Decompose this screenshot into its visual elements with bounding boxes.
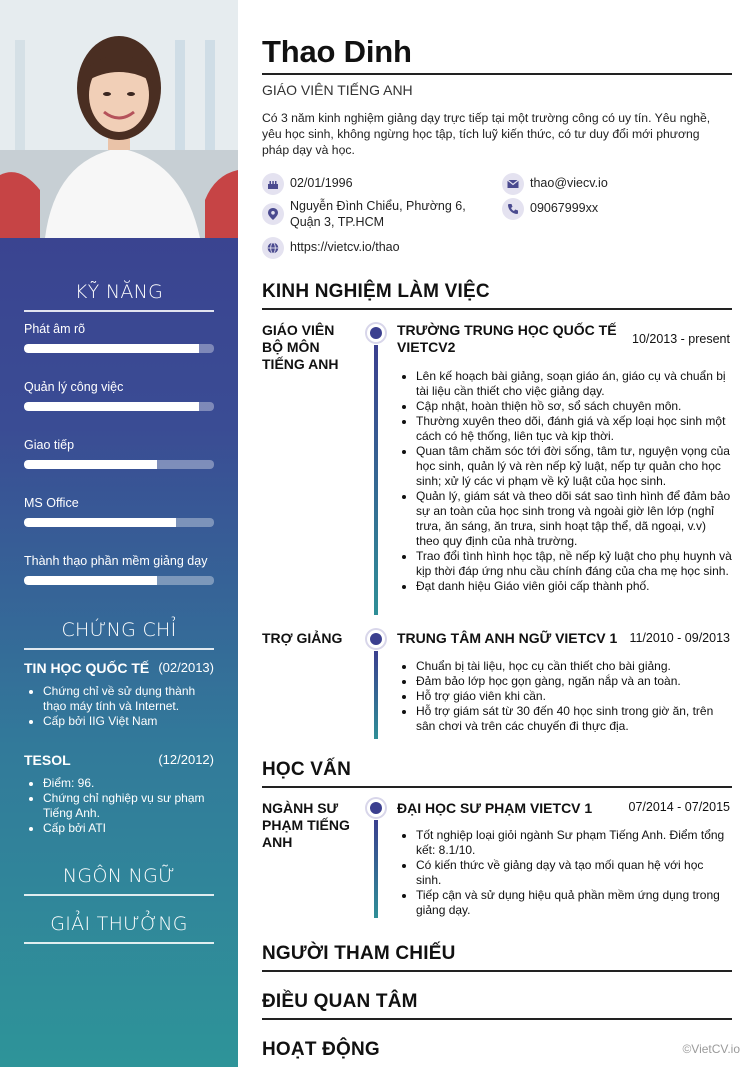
certificate-detail: • Chứng chỉ nghiệp vụ sư phạm Tiếng Anh. (43, 791, 214, 821)
candidate-name: Thao Dinh (262, 34, 412, 69)
website-text[interactable]: https://vietcv.io/thao (290, 240, 400, 254)
skill-label: Quản lý công việc (24, 380, 124, 394)
timeline-dot (370, 633, 382, 645)
skill-bar-fill (24, 576, 157, 585)
skill-item (24, 438, 214, 469)
list-item: • Cập nhật, hoàn thiện hồ sơ, sổ sách chuyên môn. (416, 399, 732, 414)
contact-website[interactable] (262, 237, 400, 259)
experience-date: 10/2013 - present (632, 332, 730, 346)
cake-icon (262, 173, 284, 195)
list-item: • Hỗ trợ giám sát từ 30 đến 40 học sinh trong giờ ăn, trên sân chơi và trên các chuyến đi thực địa. (416, 704, 732, 734)
job-title: GIÁO VIÊN TIẾNG ANH (262, 82, 413, 98)
skills-title: KỸ NĂNG (24, 281, 214, 312)
experience-role: TRỢ GIẢNG (262, 630, 343, 646)
list-item: • Quan tâm chăm sóc tới đời sống, tâm tư, nguyện vọng của học sinh, quản lý và rèn nếp kỷ luật, nếp tự quản cho học sinh; xử lý các vi phạm về kỷ luật của học sinh. (416, 444, 732, 489)
timeline-dot (370, 802, 382, 814)
experience-organization: TRUNG TÂM ANH NGỮ VIETCV 1 (397, 630, 618, 646)
skill-label: Giao tiếp (24, 438, 75, 452)
profile-photo (0, 0, 238, 238)
skill-bar (24, 518, 214, 527)
timeline-line (374, 651, 378, 739)
experience-organization: TRƯỜNG TRUNG HỌC QUỐC TẾ VIETCV2 (397, 322, 617, 355)
skill-label: MS Office (24, 496, 79, 510)
list-item: • Đảm bảo lớp học gọn gàng, ngăn nắp và an toàn. (416, 674, 732, 689)
timeline-line (374, 820, 378, 918)
envelope-icon (502, 173, 524, 195)
skill-bar (24, 344, 214, 353)
list-item: • Hỗ trợ giáo viên khi cần. (416, 689, 732, 704)
timeline-line (374, 345, 378, 615)
certificate-detail: • Cấp bởi IIG Việt Nam (43, 714, 214, 729)
address-line: Nguyễn Đình Chiểu, Phường 6, (290, 199, 466, 213)
sidebar (0, 0, 238, 1067)
certificate-detail: • Điểm: 96. (43, 776, 214, 791)
phone-text[interactable]: 09067999xx (530, 201, 599, 215)
education-details (397, 828, 732, 918)
skill-bar-fill (24, 518, 176, 527)
list-item: • Lên kế hoạch bài giảng, soạn giáo án, giáo cụ và chuẩn bị tài liệu cần thiết cho việc giảng dạy. (416, 369, 732, 399)
summary: Có 3 năm kinh nghiệm giảng dạy trực tiếp tại một trường công có uy tín. Yêu nghề, yêu học sinh, không ngừng học tập, tích luỹ kiến thức, có tư duy đổi mới phương pháp dạy và học. (262, 111, 711, 157)
list-item: • Trao đổi tình hình học tập, nề nếp kỷ luật cho phụ huynh và kịp thời đáp ứng nhu cầu chính đáng của cha mẹ học sinh. (416, 549, 732, 579)
list-item: • Thường xuyên theo dõi, đánh giá và xếp loại học sinh một cách có hệ thống, liên tục và kịp thời. (416, 414, 732, 444)
skill-item (24, 322, 214, 353)
experience-role: GIÁO VIÊN BỘ MÔN TIẾNG ANH (262, 322, 339, 372)
list-item: • Quản lý, giám sát và theo dõi sát sao tình hình để đảm bảo sự an toàn của học sinh trong và ngoài giờ lên lớp (nghỉ trưa, ăn sáng, ăn trưa, sinh hoạt tập thể, dã ngoại, v.v) theo quy định của nhà trường. (416, 489, 732, 549)
references-title: NGƯỜI THAM CHIẾU (262, 943, 732, 972)
skill-bar (24, 402, 214, 411)
skill-item (24, 554, 214, 585)
languages-title: NGÔN NGỮ (24, 865, 214, 896)
experience-date: 11/2010 - 09/2013 (629, 631, 730, 645)
phone-icon (502, 198, 524, 220)
list-item: • Tốt nghiệp loại giỏi ngành Sư phạm Tiếng Anh. Điểm tổng kết: 8.1/10. (416, 828, 732, 858)
globe-icon (262, 237, 284, 259)
email-text[interactable]: thao@viecv.io (530, 176, 608, 190)
certificate-date: (02/2013) (158, 660, 214, 675)
location-pin-icon (262, 203, 284, 225)
timeline-dot (370, 327, 382, 339)
skill-bar-fill (24, 344, 199, 353)
watermark: ©VietCV.io (682, 1042, 740, 1056)
contact-phone[interactable] (502, 198, 598, 220)
address-line: Quận 3, TP.HCM (290, 215, 385, 229)
divider (262, 73, 732, 75)
birthday-text: 02/01/1996 (290, 176, 353, 190)
list-item: • Đạt danh hiệu Giáo viên giỏi cấp thành phố. (416, 579, 732, 594)
certificate-detail: • Chứng chỉ về sử dụng thành thạo máy tính và Internet. (43, 684, 214, 714)
skill-bar-fill (24, 460, 157, 469)
contact-address (262, 198, 466, 230)
list-item: • Tiếp cận và sử dụng hiệu quả phần mềm ứng dụng trong giảng dạy. (416, 888, 732, 918)
certificates-title: CHỨNG CHỈ (24, 619, 214, 650)
awards-title: GIẢI THƯỞNG (24, 913, 214, 944)
skill-label: Phát âm rõ (24, 322, 86, 336)
skill-bar-fill (24, 402, 199, 411)
certificate-item (24, 660, 214, 729)
skill-item (24, 496, 214, 527)
skill-label: Thành thạo phần mềm giảng dạy (24, 554, 208, 568)
certificate-item (24, 752, 214, 836)
experience-duties (397, 659, 732, 734)
certificate-name: TESOL (24, 752, 71, 768)
list-item: • Có kiến thức về giảng dạy và tạo mối quan hệ với học sinh. (416, 858, 732, 888)
certificate-date: (12/2012) (158, 752, 214, 767)
certificate-name: TIN HỌC QUỐC TẾ (24, 660, 150, 676)
list-item: • Chuẩn bị tài liệu, học cụ cần thiết cho bài giảng. (416, 659, 732, 674)
certificate-detail: • Cấp bởi ATI (43, 821, 214, 836)
experience-duties (397, 369, 732, 594)
education-title: HỌC VẤN (262, 759, 732, 788)
education-date: 07/2014 - 07/2015 (628, 800, 730, 814)
activities-title: HOẠT ĐỘNG (262, 1039, 380, 1060)
experience-title: KINH NGHIỆM LÀM VIỆC (262, 281, 732, 310)
skill-item (24, 380, 214, 411)
education-school: ĐẠI HỌC SƯ PHẠM VIETCV 1 (397, 800, 593, 816)
education-major: NGÀNH SƯ PHẠM TIẾNG ANH (262, 800, 350, 850)
skill-bar (24, 460, 214, 469)
interests-title: ĐIỀU QUAN TÂM (262, 991, 732, 1020)
skill-bar (24, 576, 214, 585)
address-text (290, 198, 466, 230)
contact-email[interactable] (502, 173, 608, 195)
contact-birthday (262, 173, 353, 195)
